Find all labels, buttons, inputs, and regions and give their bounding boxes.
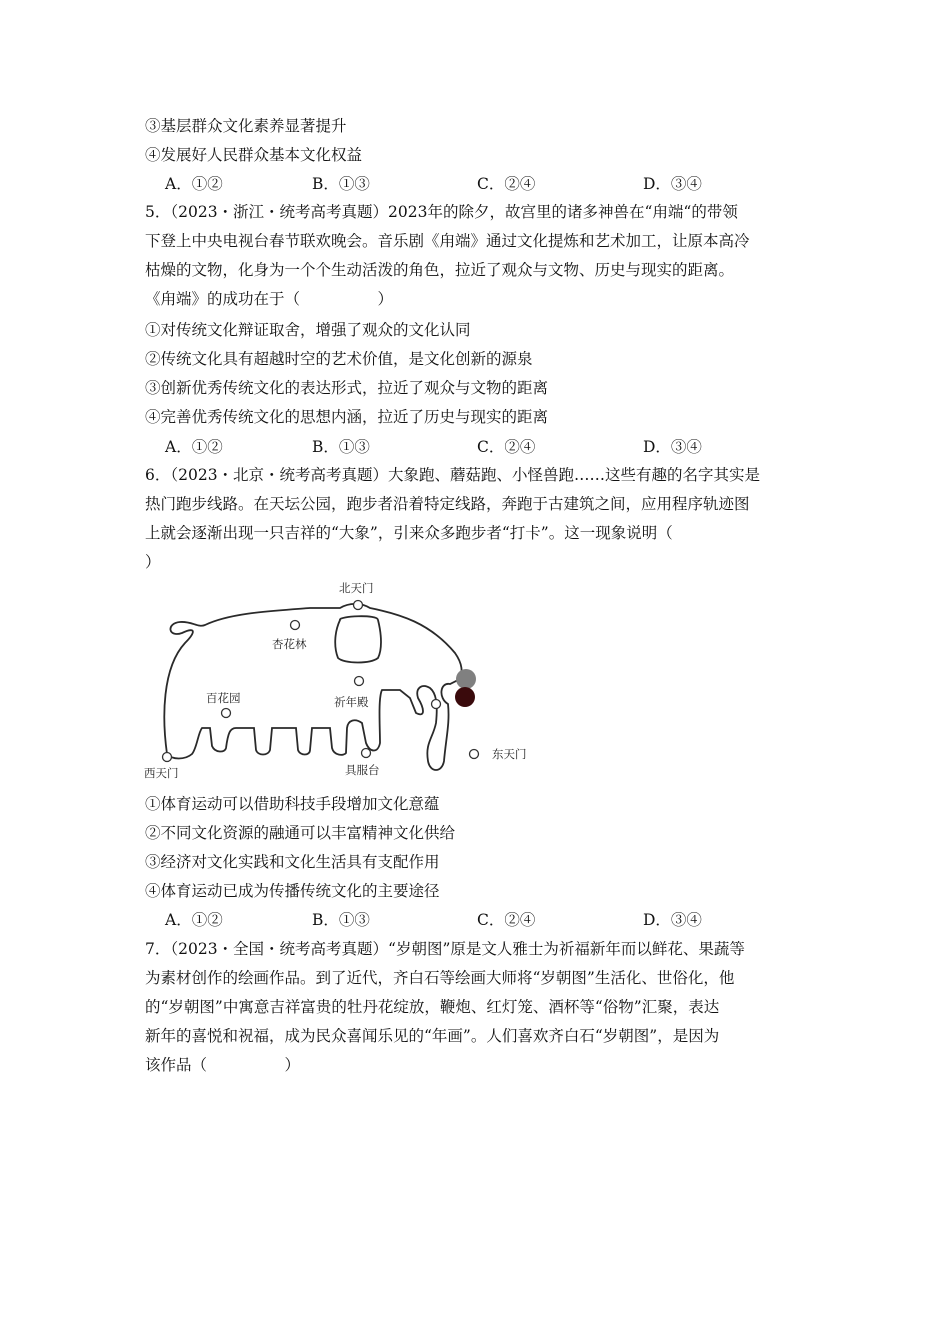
hundred-flowers-marker <box>222 709 231 718</box>
q7-stem-line-5: 该作品（ ） <box>145 1056 301 1074</box>
q5-stem-line-3: 枯燥的文物，化身为一个个生动活泼的角色，拉近了观众与文物、历史与现实的距离。 <box>145 261 735 279</box>
q6-option-d[interactable]: D．③④ <box>643 911 702 929</box>
q4-options <box>165 174 765 194</box>
q6-stem-line-3: 上就会逐渐出现一只吉祥的“大象”，引来众多跑步者“打卡”。这一现象说明（ <box>145 524 673 542</box>
north-gate-box <box>335 616 381 662</box>
q6-option-a[interactable]: A．①② <box>165 911 223 929</box>
north-gate-marker <box>354 601 363 610</box>
west-gate-label: 西天门 <box>144 766 179 780</box>
q7-stem-line-2: 为素材创作的绘画作品。到了近代，齐白石等绘画大师将“岁朝图”生活化、世俗化，他 <box>145 969 735 987</box>
west-gate-marker <box>163 753 172 762</box>
q5-stem-line-1: 5．（2023・浙江・统考高考真题）2023年的除夕，故宫里的诸多神兽在“甪端“的带领 <box>145 203 738 221</box>
q6-stem-line-2: 热门跑步线路。在天坛公园，跑步者沿着特定线路，奔跑于古建筑之间，应用程序轨迹图 <box>145 495 750 513</box>
trunk-marker <box>432 700 441 709</box>
temple-of-heaven-route-map <box>140 578 560 783</box>
start-point-marker <box>456 669 476 689</box>
elephant-route-path <box>164 604 461 770</box>
q7-stem-line-1: 7．（2023・全国・统考高考真题）“岁朝图”原是文人雅士为祈福新年而以鲜花、果蔬等 <box>145 940 745 958</box>
apricot-grove-marker <box>291 621 300 630</box>
q7-stem-line-4: 新年的喜悦和祝福，成为民众喜闻乐见的“年画”。人们喜欢齐白石“岁朝图”，是因为 <box>145 1027 720 1045</box>
q4-option-c[interactable]: C．②④ <box>477 175 536 193</box>
q4-option-b[interactable]: B．①③ <box>312 175 370 193</box>
q6-statement-2: ②不同文化资源的融通可以丰富精神文化供给 <box>145 824 456 842</box>
q4-option-a[interactable]: A．①② <box>165 175 223 193</box>
east-gate-marker <box>470 750 479 759</box>
q4-option-d[interactable]: D．③④ <box>643 175 702 193</box>
clothing-platform-marker <box>362 749 371 758</box>
q5-option-d[interactable]: D．③④ <box>643 438 702 456</box>
q5-stem-line-2: 下登上中央电视台春节联欢晚会。音乐剧《甪端》通过文化提炼和艺术加工，让原本高冷 <box>145 232 750 250</box>
end-point-marker <box>455 687 475 707</box>
q5-option-c[interactable]: C．②④ <box>477 438 536 456</box>
prayer-hall-label: 祈年殿 <box>334 695 369 709</box>
q6-options <box>165 910 765 930</box>
q6-stem-line-1: 6．（2023・北京・统考高考真题）大象跑、蘑菇跑、小怪兽跑……这些有趣的名字其实是 <box>145 466 761 484</box>
q6-option-b[interactable]: B．①③ <box>312 911 370 929</box>
q5-statement-2: ②传统文化具有超越时空的艺术价值，是文化创新的源泉 <box>145 350 533 368</box>
prayer-hall-marker <box>355 677 364 686</box>
q5-statement-3: ③创新优秀传统文化的表达形式，拉近了观众与文物的距离 <box>145 379 549 397</box>
q6-statement-3: ③经济对文化实践和文化生活具有支配作用 <box>145 853 440 871</box>
q6-statement-4: ④体育运动已成为传播传统文化的主要途径 <box>145 882 440 900</box>
q5-option-b[interactable]: B．①③ <box>312 438 370 456</box>
q5-options <box>165 437 765 457</box>
north-gate-label: 北天门 <box>339 581 374 595</box>
q6-stem-line-4: ） <box>145 553 161 571</box>
q5-statement-1: ①对传统文化辩证取舍，增强了观众的文化认同 <box>145 321 471 339</box>
q6-statement-1: ①体育运动可以借助科技手段增加文化意蕴 <box>145 795 440 813</box>
q5-option-a[interactable]: A．①② <box>165 438 223 456</box>
q4-statement-3: ③基层群众文化素养显著提升 <box>145 117 347 135</box>
apricot-grove-label: 杏花林 <box>272 637 307 651</box>
q5-statement-4: ④完善优秀传统文化的思想内涵，拉近了历史与现实的距离 <box>145 408 549 426</box>
east-gate-label: 东天门 <box>492 747 527 761</box>
hundred-flowers-label: 百花园 <box>206 691 241 705</box>
q6-option-c[interactable]: C．②④ <box>477 911 536 929</box>
clothing-platform-label: 具服台 <box>345 763 380 777</box>
q4-statement-4: ④发展好人民群众基本文化权益 <box>145 146 363 164</box>
q7-stem-line-3: 的“岁朝图”中寓意吉祥富贵的牡丹花绽放，鞭炮、红灯笼、酒杯等“俗物”汇聚，表达 <box>145 998 720 1016</box>
q5-stem-line-4: 《甪端》的成功在于（ ） <box>145 290 394 308</box>
